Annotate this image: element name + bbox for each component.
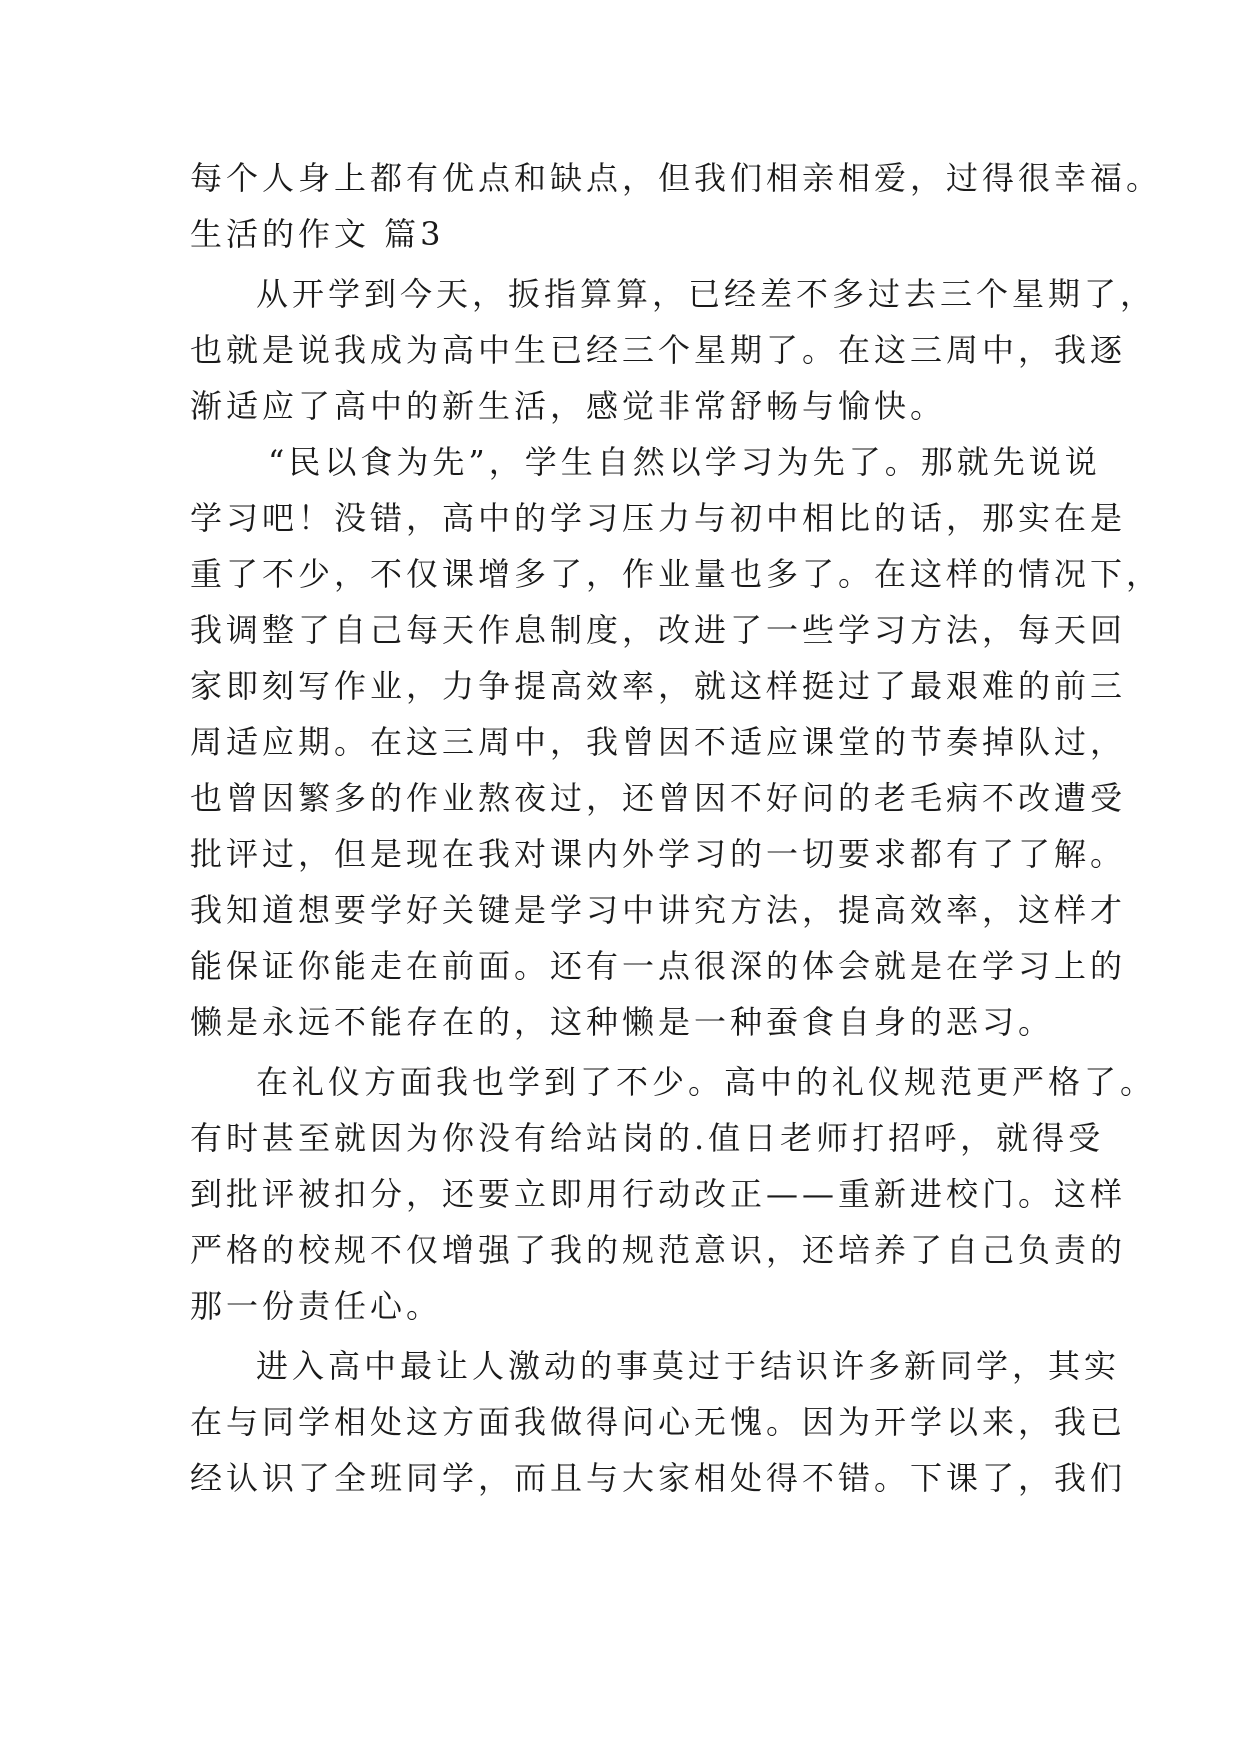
- text-line: 周适应期。在这三周中，我曾因不适应课堂的节奏掉队过，: [190, 723, 1127, 761]
- paragraph-start: 进入高中最让人激动的事莫过于结识许多新同学，其实: [256, 1347, 1121, 1385]
- text-line: 也曾因繁多的作业熬夜过，还曾因不好问的老毛病不改遭受: [190, 779, 1127, 817]
- text-line: 也就是说我成为高中生已经三个星期了。在这三周中，我逐: [190, 331, 1127, 369]
- paragraph-start: 在礼仪方面我也学到了不少。高中的礼仪规范更严格了。: [256, 1063, 1157, 1101]
- paragraph-start: 从开学到今天，扳指算算，已经差不多过去三个星期了，: [256, 275, 1157, 313]
- text-line: 批评过，但是现在我对课内外学习的一切要求都有了了解。: [190, 835, 1127, 873]
- text-line: 我调整了自己每天作息制度，改进了一些学习方法，每天回: [190, 611, 1127, 649]
- text-line: 在与同学相处这方面我做得问心无愧。因为开学以来，我已: [190, 1403, 1127, 1441]
- section-heading: 生活的作文 篇3: [190, 215, 445, 253]
- text-line: 我知道想要学好关键是学习中讲究方法，提高效率，这样才: [190, 891, 1127, 929]
- text-line: 到批评被扣分，还要立即用行动改正——重新进校门。这样: [190, 1175, 1127, 1213]
- text-line: 严格的校规不仅增强了我的规范意识，还培养了自己负责的: [190, 1231, 1127, 1269]
- text-line: 重了不少，不仅课增多了，作业量也多了。在这样的情况下，: [190, 555, 1163, 593]
- paragraph-start: “民以食为先”，学生自然以学习为先了。那就先说说: [268, 443, 1101, 481]
- text-line: 学习吧！没错，高中的学习压力与初中相比的话，那实在是: [190, 499, 1127, 537]
- text-line: 渐适应了高中的新生活，感觉非常舒畅与愉快。: [190, 387, 947, 425]
- text-line: 有时甚至就因为你没有给站岗的.值日老师打招呼，就得受: [190, 1119, 1105, 1157]
- text-line: 家即刻写作业，力争提高效率，就这样挺过了最艰难的前三: [190, 667, 1127, 705]
- text-line: 能保证你能走在前面。还有一点很深的体会就是在学习上的: [190, 947, 1127, 985]
- text-line: 那一份责任心。: [190, 1287, 443, 1325]
- text-line: 懒是永远不能存在的，这种懒是一种蚕食自身的恶习。: [190, 1003, 1055, 1041]
- text-line: 经认识了全班同学，而且与大家相处得不错。下课了，我们: [190, 1459, 1127, 1497]
- text-line: 每个人身上都有优点和缺点，但我们相亲相爱，过得很幸福。: [190, 159, 1163, 197]
